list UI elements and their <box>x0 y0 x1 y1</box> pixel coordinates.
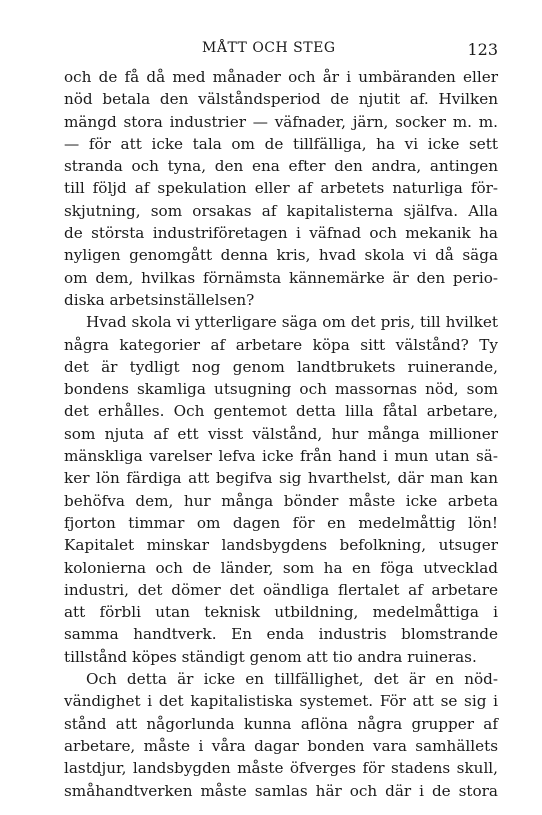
text-line: några kategorier af arbetare köpa sitt välstånd? Ty <box>64 335 498 354</box>
text-line: nyligen genomgått denna kris, hvad skola vi då säga <box>64 246 498 265</box>
text-line: Kapitalet minskar landsbygdens befolkning, utsuger <box>64 536 498 555</box>
text-line: stranda och tyna, den ena efter den andra, antingen <box>64 157 498 176</box>
text-line: det är tydligt nog genom landtbrukets ruinerande, <box>64 357 498 376</box>
text-line: arbetare, måste i våra dagar bonden vara samhällets <box>64 736 498 755</box>
text-line: stånd att någorlunda kunna aflöna några grupper af <box>64 714 498 733</box>
text-line: industri, det dömer det oändliga flertalet af arbetare <box>64 580 498 599</box>
running-head-title: MÅTT OCH STEG <box>202 40 336 56</box>
text-line: de största industriföretagen i väfnad och mekanik ha <box>64 224 498 243</box>
text-line: ker lön färdiga att begifva sig hvarthelst, där man kan <box>64 469 498 488</box>
text-line: tillstånd köpes ständigt genom att tio andra ruineras. <box>64 647 477 666</box>
text-line: om dem, hvilkas förnämsta kännemärke är den perio- <box>64 268 498 287</box>
text-line: Hvad skola vi ytterligare säga om det pris, till hvilket <box>86 313 498 332</box>
text-line: till följd af spekulation eller af arbetets naturliga för- <box>64 179 498 198</box>
text-line: fjorton timmar om dagen för en medelmåttig lön! <box>64 513 498 532</box>
text-line: och de få då med månader och år i umbäranden eller <box>64 68 498 86</box>
text-line: småhandtverken måste samlas här och där i de stora <box>64 781 498 800</box>
text-line: Och detta är icke en tillfällighet, det är en nöd- <box>86 670 498 689</box>
text-line: nöd betala den välståndsperiod de njutit af. Hvilken <box>64 90 498 109</box>
text-line: mängd stora industrier — väfnader, järn, socker m. m. <box>64 112 498 131</box>
text-line: samma handtverk. En enda industris blomstrande <box>64 625 498 644</box>
text-line: skjutning, som orsakas af kapitalisterna själfva. Alla <box>64 201 498 220</box>
text-line: kolonierna och de länder, som ha en föga utvecklad <box>64 558 498 577</box>
text-line: — för att icke tala om de tillfälliga, ha vi icke sett <box>64 134 498 153</box>
body-text <box>64 66 498 802</box>
text-line: vändighet i det kapitalistiska systemet. För att se sig i <box>64 692 498 711</box>
text-line: som njuta af ett visst välstånd, hur många millioner <box>64 424 498 443</box>
book-page <box>64 40 498 802</box>
page-number: 123 <box>467 40 498 59</box>
text-line: bondens skamliga utsugning och massornas nöd, som <box>64 380 498 399</box>
running-head <box>64 40 498 66</box>
text-line: det erhålles. Och gentemot detta lilla fåtal arbetare, <box>64 402 498 421</box>
text-line: lastdjur, landsbygden måste öfverges för stadens skull, <box>64 759 498 778</box>
text-line: mänskliga varelser lefva icke från hand i mun utan sä- <box>64 447 498 466</box>
text-line: behöfva dem, hur många bönder måste icke arbeta <box>64 491 498 510</box>
text-line: diska arbetsinställelsen? <box>64 290 255 309</box>
text-line: att förbli utan teknisk utbildning, medelmåttiga i <box>64 603 498 622</box>
